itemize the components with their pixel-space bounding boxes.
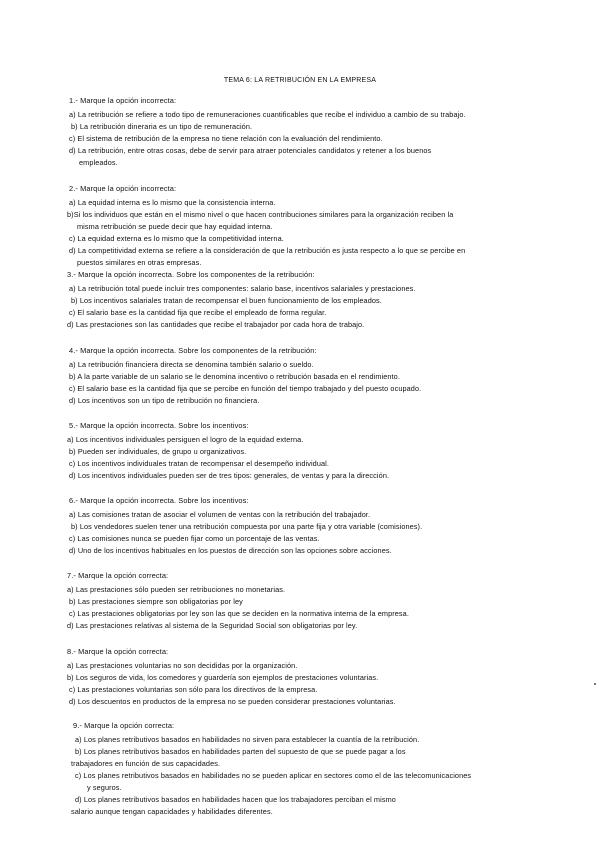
option-line: d) La competitividad externa se refiere a la consideración de que la retribución es justa respecto a lo que se percibe en [69, 246, 466, 255]
option-line: b) Las prestaciones siempre son obligatorias por ley [69, 597, 243, 606]
option-line: a) La retribución se refiere a todo tipo de remuneraciones cuantificables que recibe el individuo a cambio de su trabajo. [69, 110, 466, 119]
option-line: c) Las prestaciones obligatorias por ley son las que se deciden en la normativa interna de la empresa. [69, 609, 409, 618]
option-line: puestos similares en otras empresas. [77, 258, 202, 267]
option-line: empleados. [79, 158, 118, 167]
page-title: TEMA 6: LA RETRIBUCIÓN EN LA EMPRESA [223, 77, 377, 84]
option-line: b) Los planes retributivos basados en habilidades parten del supuesto de que se puede pagar a los [75, 747, 406, 756]
question-header: 5.- Marque la opción incorrecta. Sobre los incentivos: [69, 421, 249, 430]
option-line: c) El salario base es la cantidad fija que se percibe en función del tiempo trabajado y del puesto ocupado. [69, 384, 422, 393]
question-header: 8.- Marque la opción correcta: [67, 647, 169, 656]
option-line: b) La retribución dineraria es un tipo de remuneración. [71, 122, 253, 131]
option-line: salario aunque tengan capacidades y habilidades diferentes. [71, 807, 273, 816]
option-line: a) Los planes retributivos basados en habilidades no sirven para establecer la cuantía de la retribución. [75, 735, 420, 744]
option-line: a) La retribución total puede incluir tres componentes: salario base, incentivos salariales y prestaciones. [69, 284, 416, 293]
question-header: 9.- Marque la opción correcta: [73, 721, 175, 730]
option-line: c) El salario base es la cantidad fija que recibe el empleado de forma regular. [69, 308, 327, 317]
question-header: 3.- Marque la opción incorrecta. Sobre los componentes de la retribución: [67, 270, 315, 279]
option-line: a) Los incentivos individuales persiguen el logro de la equidad externa. [67, 435, 304, 444]
option-line: d) Uno de los incentivos habituales en los puestos de dirección son las opciones sobre acciones. [69, 546, 392, 555]
option-line: a) Las prestaciones sólo pueden ser retribuciones no monetarias. [67, 585, 286, 594]
option-line: misma retribución se puede decir que hay equidad interna. [77, 222, 273, 231]
option-line: d) Los incentivos individuales pueden ser de tres tipos: generales, de ventas y para la dirección. [69, 471, 390, 480]
question-header: 2.- Marque la opción incorrecta: [69, 184, 177, 193]
question-header: 7.- Marque la opción correcta: [67, 571, 169, 580]
option-line: b) Los incentivos salariales tratan de recompensar el buen funcionamiento de los empleados. [71, 296, 382, 305]
option-line: a) Las prestaciones voluntarias no son decididas por la organización. [67, 661, 298, 670]
scan-mark [594, 683, 596, 685]
option-line: d) Las prestaciones relativas al sistema de la Seguridad Social son obligatorias por ley. [67, 621, 358, 630]
question-header: 4.- Marque la opción incorrecta. Sobre los componentes de la retribución: [69, 346, 317, 355]
option-line: a) La equidad interna es lo mismo que la consistencia interna. [69, 198, 276, 207]
option-line: trabajadores en función de sus capacidades. [71, 759, 221, 768]
option-line: a) Las comisiones tratan de asociar el volumen de ventas con la retribución del trabajador. [69, 510, 371, 519]
question-header: 6.- Marque la opción incorrecta. Sobre los incentivos: [69, 496, 249, 505]
option-line: d) Las prestaciones son las cantidades que recibe el trabajador por cada hora de trabajo. [67, 320, 365, 329]
question-header: 1.- Marque la opción incorrecta: [69, 96, 177, 105]
option-line: b) Los vendedores suelen tener una retribución compuesta por una parte fija y otra variable (comisiones). [71, 522, 423, 531]
option-line: c) Las prestaciones voluntarias son sólo para los directivos de la empresa. [69, 685, 318, 694]
option-line: c) La equidad externa es lo mismo que la competitividad interna. [69, 234, 284, 243]
option-line: b) A la parte variable de un salario se le denomina incentivo o retribución basada en el rendimiento. [69, 372, 400, 381]
option-line: a) La retribución financiera directa se denomina también salario o sueldo. [69, 360, 314, 369]
option-line: d) Los descuentos en productos de la empresa no se pueden considerar prestaciones voluntarias. [69, 697, 396, 706]
option-line: c) Los planes retributivos basados en habilidades no se pueden aplicar en sectores como el de las telecomunicaciones [75, 771, 472, 780]
option-line: d) Los incentivos son un tipo de retribución no financiera. [69, 396, 260, 405]
option-line: c) Los incentivos individuales tratan de recompensar el desempeño individual. [69, 459, 329, 468]
option-line: d) Los planes retributivos basados en habilidades hacen que los trabajadores perciban el mismo [75, 795, 396, 804]
option-line: b)Si los individuos que están en el mismo nivel o que hacen contribuciones similares para la organización reciben la [67, 210, 454, 219]
option-line: c) El sistema de retribución de la empresa no tiene relación con la evaluación del rendimiento. [69, 134, 383, 143]
option-line: y seguros. [87, 783, 122, 792]
option-line: d) La retribución, entre otras cosas, debe de servir para atraer potenciales candidatos y retener a los buenos [69, 146, 432, 155]
option-line: c) Las comisiones nunca se pueden fijar como un porcentaje de las ventas. [69, 534, 320, 543]
option-line: b) Los seguros de vida, los comedores y guardería son ejemplos de prestaciones voluntarias. [67, 673, 379, 682]
option-line: b) Pueden ser individuales, de grupo u organizativos. [69, 447, 247, 456]
